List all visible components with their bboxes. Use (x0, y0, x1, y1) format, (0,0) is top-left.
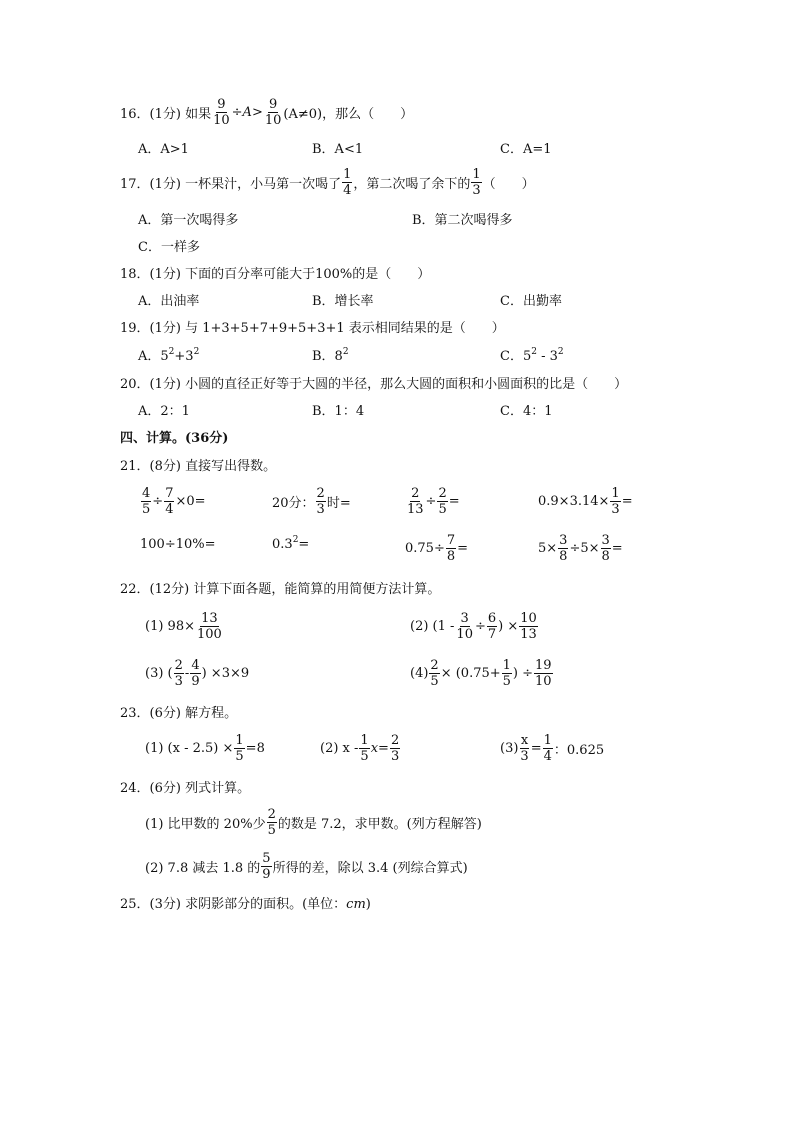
numerator: 3 (601, 533, 610, 548)
fraction (543, 734, 553, 763)
numerator: 2 (316, 486, 325, 501)
q18-option-c: C．出勤率 (500, 294, 562, 309)
denominator: 5 (430, 674, 439, 689)
fraction (502, 659, 512, 688)
denominator: 10 (535, 674, 552, 689)
fraction (390, 734, 400, 763)
fraction (519, 612, 538, 641)
expression-tail: =8 (245, 741, 265, 756)
denominator: 9 (262, 867, 271, 882)
option-text: - 3 (536, 349, 558, 364)
fraction (174, 659, 184, 688)
numerator: 2 (438, 486, 447, 501)
expression-head: (2) 7.8 减去 1.8 的 (145, 861, 261, 876)
fraction (406, 487, 425, 516)
fraction (359, 734, 369, 763)
denominator: 3 (611, 502, 620, 517)
denominator: 4 (543, 749, 552, 764)
q23-part-2 (320, 734, 401, 763)
greater-sign: > (251, 105, 263, 120)
question-21-stem: 21．(8分) 直接写出得数。 (120, 459, 277, 474)
fraction (267, 808, 277, 837)
q21-expression-4 (538, 487, 633, 516)
fraction (196, 612, 223, 641)
numerator: 2 (267, 807, 276, 822)
numerator: 1 (235, 733, 244, 748)
fraction (558, 534, 568, 563)
expression-head: (3) ( (145, 666, 173, 681)
option-text: +3 (174, 349, 194, 364)
expression-middle: ) ÷ (512, 666, 534, 681)
numerator: 6 (487, 611, 497, 626)
numerator: 9 (268, 97, 278, 112)
expression-tail: = (611, 541, 623, 556)
numerator: x (520, 733, 529, 748)
denominator: 13 (407, 502, 424, 517)
q19-option-c (500, 347, 564, 364)
denominator: 5 (438, 502, 447, 517)
option-text: B．8 (312, 349, 343, 364)
expression-middle: ÷5× (569, 541, 600, 556)
fraction (429, 659, 439, 688)
expression-tail: ×0= (175, 494, 206, 509)
denominator: 5 (502, 674, 511, 689)
q16-stem-start: 16．(1分) 如果 (120, 107, 212, 122)
q16-condition: (A≠0)，那么（ ） (283, 107, 414, 122)
q21-expression-8 (538, 534, 623, 563)
expression-head: (1) (x - 2.5) × (145, 741, 234, 756)
denominator: 5 (360, 749, 369, 764)
q24-part-2 (145, 852, 468, 881)
numerator: 19 (535, 658, 552, 673)
divide-sign: ÷ (474, 619, 486, 634)
q25-stem-text: 25．(3分) 求阴影部分的面积。(单位： (120, 897, 347, 912)
numerator: 1 (343, 167, 352, 182)
expression-tail: ：0.625 (553, 743, 605, 758)
numerator: 7 (446, 533, 456, 548)
numerator: 1 (611, 486, 620, 501)
expression-head: (2) x - (320, 741, 359, 756)
denominator: 13 (520, 627, 537, 642)
expression-tail: = (448, 494, 460, 509)
q24-part-1 (145, 808, 482, 837)
numerator: 4 (142, 486, 151, 501)
q19-option-b (312, 347, 349, 364)
denominator: 4 (343, 183, 352, 198)
denominator: 10 (264, 113, 282, 128)
expression-head: (4) (410, 666, 429, 681)
fraction (519, 734, 529, 763)
numerator: 2 (390, 733, 400, 748)
expression-head: (1) 比甲数的 20%少 (145, 817, 266, 832)
expression-tail: = (457, 541, 469, 556)
fraction (446, 534, 456, 563)
q17-stem-end: （ ） (482, 177, 535, 192)
denominator: 8 (601, 549, 610, 564)
expression-head: 20分： (272, 496, 315, 511)
expression-tail: = (298, 537, 310, 552)
expression-head: 0.75÷ (405, 541, 445, 556)
fraction (601, 534, 611, 563)
fraction (212, 98, 231, 127)
fraction (455, 612, 474, 641)
divide-sign: ÷ (425, 494, 437, 509)
q16-option-a: A．A>1 (138, 142, 189, 157)
question-18-stem: 18．(1分) 下面的百分率可能大于100%的是（ ） (120, 267, 431, 282)
fraction (342, 168, 352, 197)
denominator: 3 (520, 749, 529, 764)
variable-a: A (242, 105, 252, 120)
question-19-stem: 19．(1分) 与 1+3+5+7+9+5+3+1 表示相同结果的是（ ） (120, 321, 505, 336)
question-17-stem (120, 168, 535, 197)
fraction (534, 659, 553, 688)
q16-option-b: B．A<1 (312, 142, 364, 157)
q22-part-4 (410, 659, 554, 688)
exponent: 2 (342, 347, 349, 357)
q21-expression-1 (140, 487, 206, 516)
numerator: 4 (191, 658, 200, 673)
denominator: 5 (267, 823, 276, 838)
expression-head: (1) 98× (145, 619, 195, 634)
fraction (234, 734, 244, 763)
q17-option-b: B．第二次喝得多 (412, 213, 513, 228)
numerator: 2 (430, 658, 439, 673)
expression-head: (3) (500, 741, 519, 756)
denominator: 10 (213, 113, 230, 128)
q16-option-c: C．A=1 (500, 142, 552, 157)
fraction (190, 659, 200, 688)
denominator: 5 (235, 749, 244, 764)
numerator: 3 (559, 533, 568, 548)
q21-expression-7 (405, 534, 468, 563)
equals-sign: = (378, 741, 389, 756)
denominator: 10 (456, 627, 473, 642)
q21-expression-6 (272, 535, 310, 552)
q18-option-a: A．出油率 (138, 294, 200, 309)
numerator: 9 (217, 97, 226, 112)
q20-option-b: B．1：4 (312, 404, 365, 419)
q20-option-c: C．4：1 (500, 404, 553, 419)
q23-part-1 (145, 734, 265, 763)
denominator: 9 (191, 674, 200, 689)
divide-sign: ÷ (152, 494, 164, 509)
option-text: A．5 (138, 349, 169, 364)
fraction (164, 487, 174, 516)
exponent: 2 (193, 347, 200, 357)
q22-part-1 (145, 612, 224, 641)
fraction (141, 487, 151, 516)
numerator: 10 (520, 611, 537, 626)
denominator: 8 (559, 549, 568, 564)
numerator: 1 (502, 658, 511, 673)
exponent: 2 (292, 535, 299, 545)
denominator: 4 (165, 502, 174, 517)
unit: cm (346, 897, 366, 912)
expression-head: (2) (1 - (410, 619, 455, 634)
q19-option-a (138, 347, 200, 364)
expression-tail: 时= (326, 496, 351, 511)
equals-sign: = (530, 741, 542, 756)
q23-part-3 (500, 734, 604, 763)
q17-option-c: C．一样多 (138, 240, 200, 255)
denominator: 8 (446, 549, 456, 564)
denominator: 3 (174, 674, 183, 689)
expression-tail: 的数是 7.2，求甲数。(列方程解答) (277, 817, 482, 832)
expression-tail: = (621, 494, 633, 509)
q21-expression-2 (272, 487, 351, 516)
fraction (610, 487, 620, 516)
fraction (264, 98, 283, 127)
divide-sign: ÷ (231, 105, 243, 120)
variable-x: x (370, 741, 379, 756)
denominator: 3 (472, 183, 481, 198)
expression-middle: ) × (498, 619, 519, 634)
expression-middle: × (0.75+ (440, 666, 501, 681)
exponent: 2 (531, 347, 537, 357)
fraction (471, 168, 481, 197)
section-title: 四、计算。(36分) (120, 431, 229, 446)
numerator: 1 (472, 167, 481, 182)
q22-part-2 (410, 612, 539, 641)
q21-expression-5: 100÷10%= (140, 537, 216, 552)
q17-stem-middle: ，第二次喝了余下的 (353, 177, 471, 192)
expression-tail: 所得的差，除以 3.4 (列综合算式) (272, 861, 468, 876)
option-text: C．5 (500, 349, 532, 364)
numerator: 1 (543, 733, 552, 748)
q17-stem-start: 17．(1分) 一杯果汁，小马第一次喝了 (120, 177, 342, 192)
expression-head: 5× (538, 541, 558, 556)
question-23-stem: 23．(6分) 解方程。 (120, 706, 238, 721)
fraction (437, 487, 447, 516)
question-22-stem: 22．(12分) 计算下面各题，能简算的用简便方法计算。 (120, 582, 441, 597)
question-16-stem (120, 98, 413, 127)
denominator: 3 (316, 502, 325, 517)
denominator: 7 (487, 627, 497, 642)
fraction (261, 852, 271, 881)
numerator: 3 (460, 611, 469, 626)
q21-expression-3 (405, 487, 460, 516)
denominator: 5 (142, 502, 151, 517)
expression-base: 0.3 (272, 537, 293, 552)
denominator: 3 (390, 749, 400, 764)
expression-head: 0.9×3.14× (538, 494, 610, 509)
numerator: 13 (201, 611, 218, 626)
numerator: 2 (411, 486, 420, 501)
exponent: 2 (557, 347, 564, 357)
q17-option-a: A．第一次喝得多 (138, 213, 239, 228)
numerator: 1 (360, 733, 369, 748)
question-20-stem: 20．(1分) 小圆的直径正好等于大圆的半径，那么大圆的面积和小圆面积的比是（ ） (120, 377, 628, 392)
question-24-stem: 24．(6分) 列式计算。 (120, 781, 251, 796)
exponent: 2 (168, 347, 175, 357)
q20-option-a: A．2：1 (138, 404, 190, 419)
fraction (487, 612, 497, 641)
fraction (316, 487, 326, 516)
q22-part-3 (145, 659, 249, 688)
question-25-stem (120, 898, 371, 911)
denominator: 100 (196, 627, 222, 642)
numerator: 7 (165, 486, 174, 501)
numerator: 2 (174, 658, 183, 673)
q18-option-b: B．增长率 (312, 294, 374, 309)
expression-tail: ) ×3×9 (201, 666, 250, 681)
minus-sign: - (184, 666, 190, 681)
numerator: 5 (262, 851, 271, 866)
closing-paren: ) (365, 897, 371, 912)
